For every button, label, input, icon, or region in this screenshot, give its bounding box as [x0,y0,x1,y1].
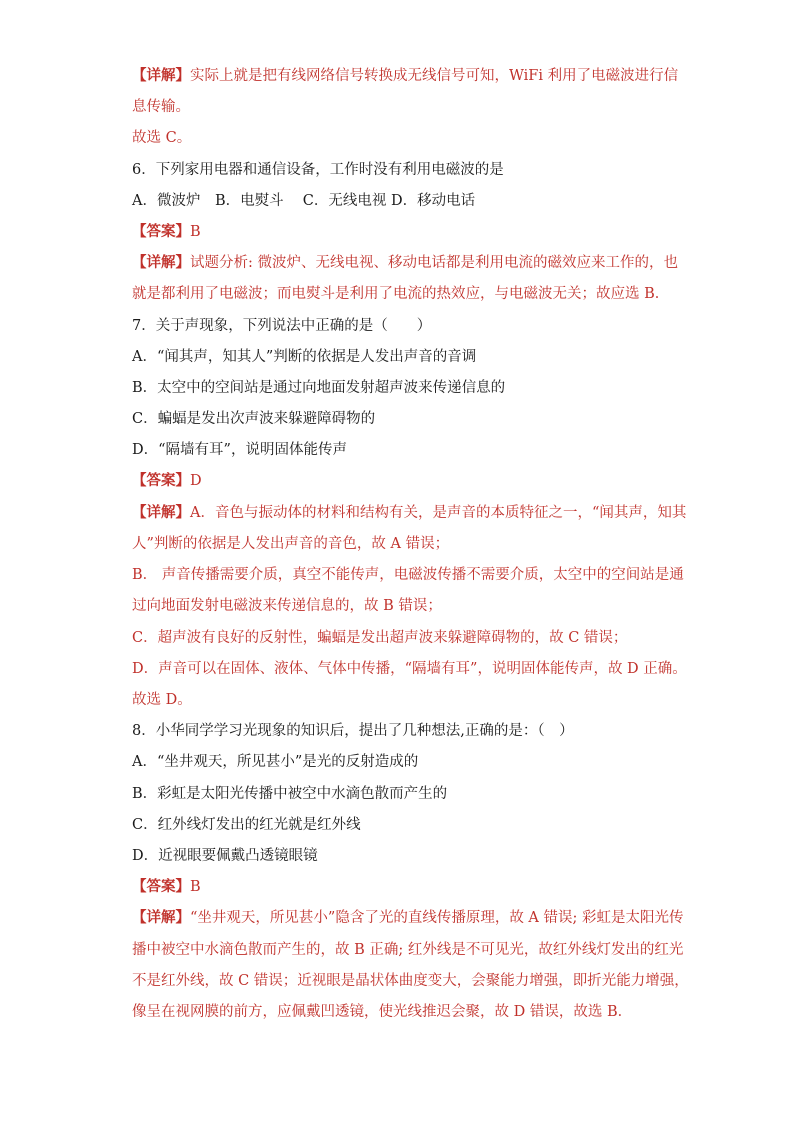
text-line: 【详解】A．音色与振动体的材料和结构有关，是声音的本质特征之一，“闻其声，知其 [132,504,687,521]
text-line: B． 声音传播需要介质，真空不能传声，电磁波传播不需要介质，太空中的空间站是通 [132,567,684,583]
answer-tag: 【答案】 [132,223,190,240]
text-line: 就是都利用了电磁波；而电熨斗是利用了电流的热效应，与电磁波无关；故应选 B． [132,286,670,302]
text-line: 播中被空中水滴色散而产生的，故 B 正确; 红外线是不可见光，故红外线灯发出的红光 [132,942,684,958]
option-c: C．红外线灯发出的红光就是红外线 [132,817,361,833]
answer-tag: 【答案】 [132,878,190,895]
answer-line: 【答案】B [132,878,201,895]
text-line: 过向地面发射电磁波来传递信息的，故 B 错误； [132,598,442,614]
text-line: 【详解】试题分析: 微波炉、无线电视、移动电话都是利用电流的磁效应来工作的，也 [132,254,678,271]
option-a: A．“闻其声，知其人”判断的依据是人发出声音的音调 [132,349,477,365]
text-line: 【详解】“坐井观天，所见甚小”隐含了光的直线传播原理，故 A 错误; 彩虹是太阳光传 [132,909,684,926]
answer-line: 【答案】B [132,223,201,240]
question-8: 8．小华同学学习光现象的知识后，提出了几种想法,正确的是：（ ） [132,723,574,739]
text-line: C．超声波有良好的反射性，蝙蝠是发出超声波来躲避障碍物的，故 C 错误； [132,630,628,646]
text-line: 息传输。 [132,99,190,115]
detail-tag: 【详解】 [132,909,190,926]
option-c: C．蝙蝠是发出次声波来躲避障碍物的 [132,411,376,427]
detail-tag: 【详解】 [132,67,190,84]
option-d: D．近视眼要佩戴凸透镜眼镜 [132,848,318,864]
text-line: 故选 D。 [132,692,192,708]
option-b: B．太空中的空间站是通过向地面发射超声波来传递信息的 [132,380,506,396]
detail-tag: 【详解】 [132,504,190,521]
text-line: D．声音可以在固体、液体、气体中传播，“隔墙有耳”，说明固体能传声，故 D 正确。 [132,661,687,677]
answer-tag: 【答案】 [132,472,190,489]
text-line: 【详解】实际上就是把有线网络信号转换成无线信号可知，WiFi 利用了电磁波进行信 [132,67,679,84]
question-7: 7．关于声现象，下列说法中正确的是（ ） [132,318,432,334]
text-line: 不是红外线，故 C 错误；近视眼是晶状体曲度变大，会聚能力增强，即折光能力增强， [132,973,689,989]
option-d: D．“隔墙有耳”，说明固体能传声 [132,442,347,458]
text-line: 人”判断的依据是人发出声音的音色，故 A 错误； [132,536,450,552]
detail-tag: 【详解】 [132,254,190,271]
answer-line: 【答案】D [132,472,202,489]
question-6: 6．下列家用电器和通信设备，工作时没有利用电磁波的是 [132,162,504,178]
option-a: A．“坐井观天，所见甚小”是光的反射造成的 [132,754,419,770]
question-6-options: A．微波炉 B．电熨斗 C．无线电视 D．移动电话 [132,193,476,209]
text-line: 故选 C。 [132,130,192,146]
text-line: 像呈在视网膜的前方，应佩戴凹透镜，使光线推迟会聚，故 D 错误，故选 B． [132,1004,633,1020]
option-b: B．彩虹是太阳光传播中被空中水滴色散而产生的 [132,786,448,802]
